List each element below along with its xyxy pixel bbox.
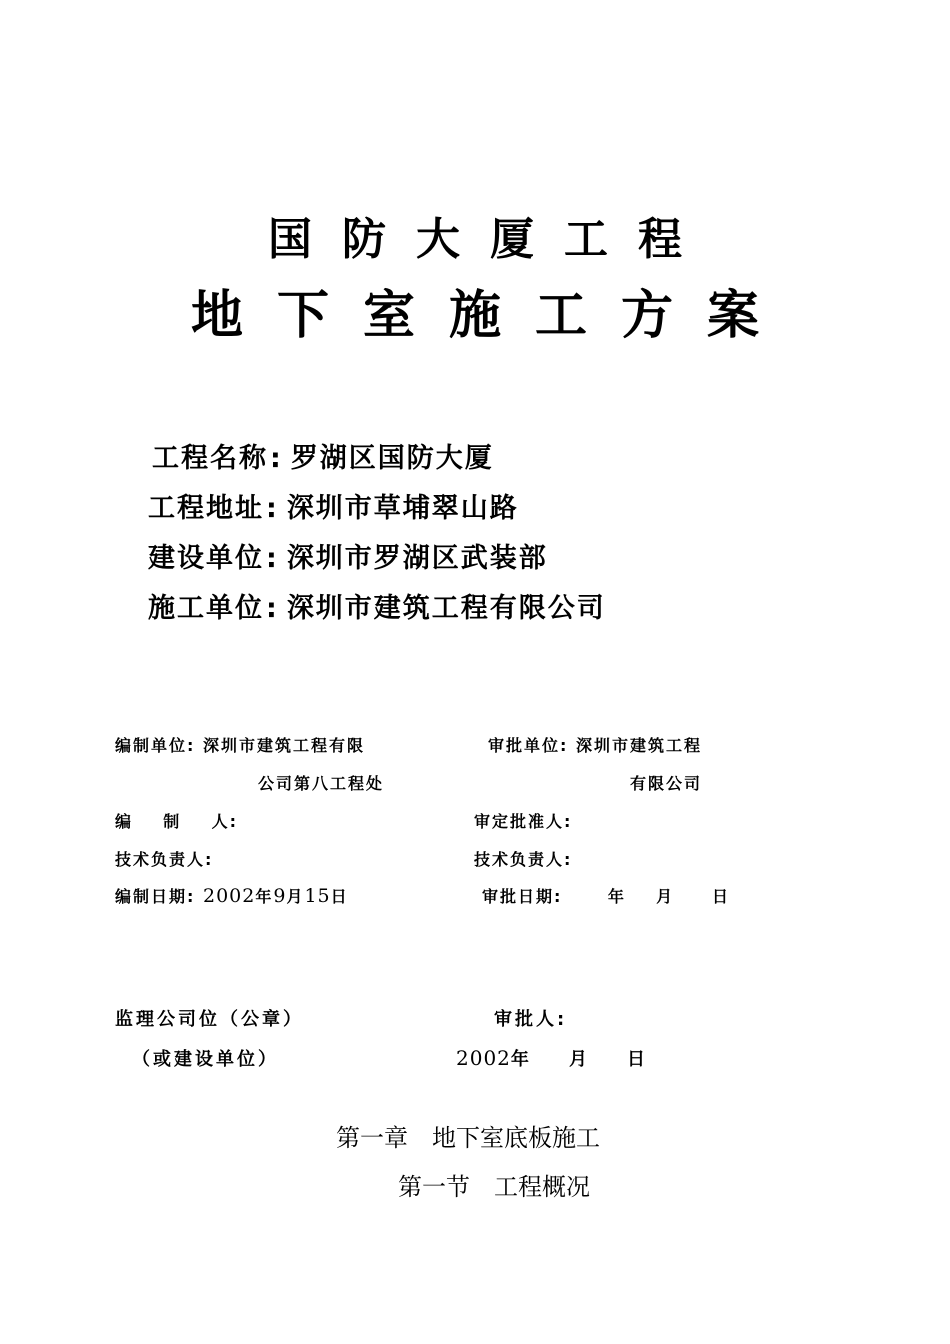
supervision-label-line2: （或建设单位）	[132, 1049, 279, 1070]
document-title-line1: 国防大厦工程	[268, 214, 712, 265]
compile-tech-lead: 技术负责人:	[115, 850, 214, 869]
compile-person: 编 制 人:	[115, 812, 238, 831]
approve-date: 审批日期: 年 月 日	[482, 887, 730, 906]
compile-date: 编制日期: 2002年9月15日	[115, 885, 349, 907]
info-row-project-address: 工程地址: 深圳市草埔翠山路	[148, 493, 519, 524]
supervision-date: 2002年 月 日	[456, 1046, 649, 1070]
document-title-line2: 地下室施工方案	[190, 286, 793, 346]
compile-unit-line2: 公司第八工程处	[258, 774, 385, 793]
supervision-approver: 审批人:	[494, 1009, 568, 1030]
info-row-construction-unit: 建设单位: 深圳市罗湖区武装部	[148, 543, 548, 574]
info-label: 工程地址	[148, 493, 264, 524]
approve-approver: 审定批准人:	[474, 812, 573, 831]
approve-tech-lead: 技术负责人:	[474, 850, 573, 869]
supervision-label: 监理公司位（公章）	[115, 1009, 304, 1030]
section-heading: 第一节 工程概况	[398, 1173, 590, 1201]
info-value: 罗湖区国防大厦	[290, 443, 494, 474]
info-row-project-name: 工程名称: 罗湖区国防大厦	[152, 443, 494, 474]
chapter-heading: 第一章 地下室底板施工	[336, 1124, 600, 1152]
info-value: 深圳市罗湖区武装部	[286, 543, 548, 574]
approve-unit-line2: 有限公司	[630, 774, 703, 793]
info-label: 工程名称	[152, 443, 268, 474]
info-value: 深圳市草埔翠山路	[286, 493, 519, 524]
compile-unit: 编制单位: 深圳市建筑工程有限	[115, 736, 365, 755]
info-label: 施工单位	[148, 593, 264, 624]
info-value: 深圳市建筑工程有限公司	[286, 593, 606, 624]
info-row-contractor: 施工单位: 深圳市建筑工程有限公司	[148, 593, 606, 624]
approve-unit: 审批单位: 深圳市建筑工程	[488, 736, 702, 755]
info-label: 建设单位	[148, 543, 264, 574]
